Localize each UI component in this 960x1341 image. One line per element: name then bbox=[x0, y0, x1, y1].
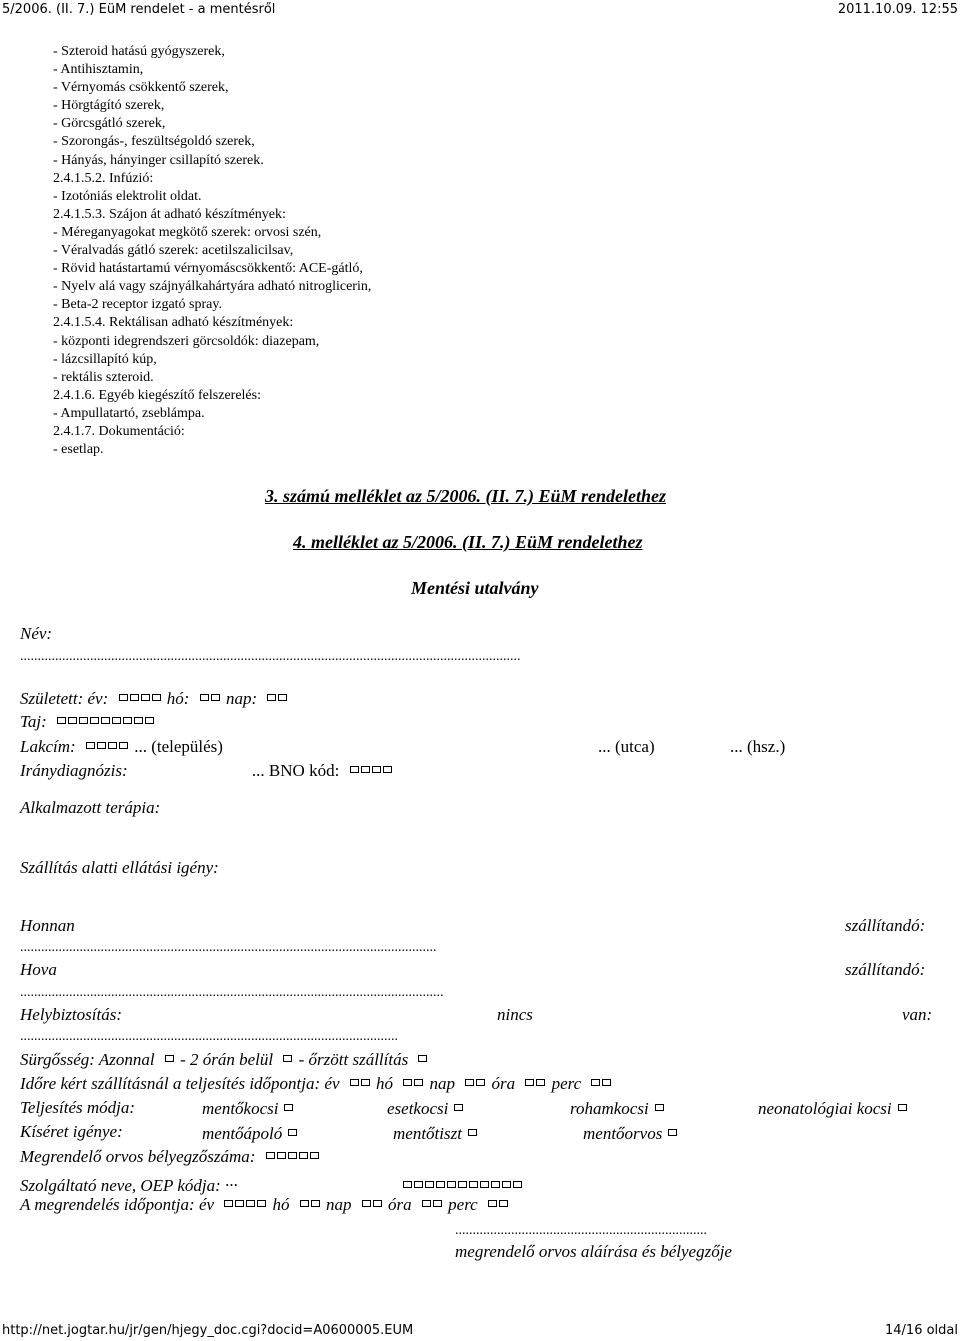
name-dots: ............................................................................................................................................... bbox=[20, 649, 521, 664]
list-item: - rektális szteroid. bbox=[53, 369, 154, 385]
street-field: ... (utca) bbox=[598, 737, 655, 756]
provider-label: Szolgáltató neve, OEP kódja: bbox=[20, 1176, 221, 1195]
birth-label: Született: év: bbox=[20, 689, 109, 708]
order-day-label: nap bbox=[326, 1195, 352, 1214]
order-day-boxes[interactable] bbox=[362, 1195, 384, 1215]
scheduled-month-boxes[interactable] bbox=[403, 1074, 425, 1094]
order-hour-boxes[interactable] bbox=[422, 1195, 444, 1215]
officer-option bbox=[393, 1124, 479, 1144]
officer-box[interactable] bbox=[468, 1124, 479, 1144]
city-field: ... (település) bbox=[134, 737, 223, 756]
bno-label: ... BNO kód: bbox=[251, 761, 340, 780]
provider-dots: ... bbox=[225, 1171, 238, 1190]
officer-label: mentőtiszt bbox=[393, 1124, 462, 1143]
scheduled-month-label: hó bbox=[376, 1074, 393, 1093]
ambulance-box[interactable] bbox=[284, 1099, 295, 1119]
to-dots: ......................................................................................................................... bbox=[20, 985, 444, 1000]
case-car-option bbox=[387, 1099, 465, 1119]
nurse-option bbox=[202, 1124, 299, 1144]
equipment-list bbox=[53, 43, 371, 459]
birth-day-boxes[interactable] bbox=[267, 689, 289, 709]
stamp-number-row bbox=[20, 1147, 321, 1167]
neonatal-car-label: neonatológiai kocsi bbox=[758, 1099, 892, 1118]
provider-row bbox=[20, 1171, 524, 1196]
header-title: 5/2006. (II. 7.) EüM rendelet - a mentésről bbox=[2, 2, 276, 17]
stamp-number-boxes[interactable] bbox=[266, 1147, 321, 1167]
list-item: 2.4.1.5.3. Szájon át adható készítmények: bbox=[53, 206, 286, 222]
placement-dots: ............................................................................................................ bbox=[20, 1029, 398, 1044]
annex3-title: 3. számú melléklet az 5/2006. (II. 7.) EüM rendelethez bbox=[265, 486, 667, 506]
list-item: - Szorongás-, feszültségoldó szerek, bbox=[53, 134, 255, 150]
urgency-2h-box[interactable] bbox=[283, 1050, 294, 1070]
order-time-row bbox=[20, 1195, 510, 1215]
diagnosis-row bbox=[20, 761, 394, 781]
bno-boxes[interactable] bbox=[350, 761, 394, 781]
birth-day-label: nap: bbox=[225, 689, 258, 708]
escort-label: Kíséret igénye: bbox=[20, 1122, 123, 1141]
from-dots: ....................................................................................................................... bbox=[20, 940, 437, 955]
list-item: 2.4.1.5.2. Infúzió: bbox=[53, 170, 154, 186]
list-item: - Ampullatartó, zseblámpa. bbox=[53, 405, 205, 421]
placement-yes: van: bbox=[902, 1005, 933, 1024]
list-item: - Hörgtágító szerek, bbox=[53, 98, 165, 114]
list-item: - Antihisztamin, bbox=[53, 62, 144, 78]
birth-year-boxes[interactable] bbox=[119, 689, 163, 709]
from-label: Honnan bbox=[20, 916, 75, 935]
list-item: - lázcsillapító kúp, bbox=[53, 351, 157, 367]
list-item: - Beta-2 receptor izgató spray. bbox=[53, 297, 222, 313]
taj-row bbox=[20, 712, 156, 732]
footer-page: 14/16 oldal bbox=[885, 1323, 958, 1338]
doctor-option bbox=[583, 1124, 679, 1144]
print-footer bbox=[0, 1321, 960, 1341]
urgency-row bbox=[20, 1050, 429, 1070]
birth-month-boxes[interactable] bbox=[200, 689, 222, 709]
scheduled-minute-boxes[interactable] bbox=[591, 1074, 613, 1094]
order-hour-label: óra bbox=[388, 1195, 412, 1214]
taj-boxes[interactable] bbox=[57, 712, 156, 732]
urgency-immediate-box[interactable] bbox=[165, 1050, 176, 1070]
address-row bbox=[20, 737, 223, 757]
list-item: - Méreganyagokat megkötő szerek: orvosi szén, bbox=[53, 224, 322, 240]
order-month-boxes[interactable] bbox=[300, 1195, 322, 1215]
list-item: - esetlap. bbox=[53, 442, 104, 458]
to-label: Hova bbox=[20, 960, 57, 979]
transport-care-label: Szállítás alatti ellátási igény: bbox=[20, 858, 219, 877]
urgency-label: Sürgősség: Azonnal bbox=[20, 1050, 155, 1069]
fulfillment-label: Teljesítés módja: bbox=[20, 1098, 136, 1117]
list-item: - központi idegrendszeri görcsoldók: diazepam, bbox=[53, 333, 320, 349]
placement-label: Helybiztosítás: bbox=[20, 1005, 122, 1024]
rapid-car-box[interactable] bbox=[655, 1099, 666, 1119]
ambulance-label: mentőkocsi bbox=[202, 1099, 279, 1118]
taj-label: Taj: bbox=[20, 712, 47, 731]
form-title: Mentési utalvány bbox=[411, 578, 539, 598]
list-item: 2.4.1.5.4. Rektálisan adható készítmények: bbox=[53, 315, 294, 331]
scheduled-minute-label: perc bbox=[551, 1074, 582, 1093]
urgency-guarded-box[interactable] bbox=[418, 1050, 429, 1070]
ambulance-option bbox=[202, 1099, 295, 1119]
list-item: - Görcsgátló szerek, bbox=[53, 116, 166, 132]
doctor-label: mentőorvos bbox=[583, 1124, 663, 1143]
nurse-box[interactable] bbox=[288, 1124, 299, 1144]
list-item: - Izotóniás elektrolit oldat. bbox=[53, 188, 202, 204]
scheduled-year-label: Időre kért szállításnál a teljesítés időpontja: év bbox=[20, 1074, 340, 1093]
diagnosis-label: Iránydiagnózis: bbox=[20, 761, 128, 780]
list-item: - Nyelv alá vagy szájnyálkahártyára adható nitroglicerin, bbox=[53, 279, 372, 295]
case-car-box[interactable] bbox=[454, 1099, 465, 1119]
list-item: 2.4.1.6. Egyéb kiegészítő felszerelés: bbox=[53, 387, 261, 403]
scheduled-hour-label: óra bbox=[491, 1074, 516, 1093]
to-transport-label: szállítandó: bbox=[845, 960, 926, 979]
birth-row bbox=[20, 689, 289, 709]
footer-url[interactable]: http://net.jogtar.hu/jr/gen/hjegy_doc.cgi?docid=A0600005.EUM bbox=[2, 1323, 414, 1338]
nurse-label: mentőápoló bbox=[202, 1124, 283, 1143]
annex4-title: 4. melléklet az 5/2006. (II. 7.) EüM rendelethez bbox=[293, 532, 643, 552]
list-item: - Rövid hatástartamú vérnyomáscsökkentő: ACE-gátló, bbox=[53, 261, 363, 277]
list-item: - Vérnyomás csökkentő szerek, bbox=[53, 80, 229, 96]
scheduled-day-label: nap bbox=[429, 1074, 455, 1093]
from-transport-label: szállítandó: bbox=[845, 916, 926, 935]
stamp-number-label: Megrendelő orvos bélyegzőszáma: bbox=[20, 1147, 256, 1166]
name-label: Név: bbox=[20, 624, 53, 643]
print-header bbox=[0, 0, 960, 20]
scheduled-row bbox=[20, 1074, 613, 1094]
neonatal-car-box[interactable] bbox=[898, 1099, 909, 1119]
scheduled-day-boxes[interactable] bbox=[465, 1074, 487, 1094]
list-item: - Véralvadás gátló szerek: acetilszalicilsav, bbox=[53, 243, 294, 259]
header-datetime: 2011.10.09. 12:55 bbox=[837, 2, 958, 17]
rapid-car-option bbox=[570, 1099, 666, 1119]
address-label: Lakcím: bbox=[20, 737, 76, 756]
urgency-guarded-label: - őrzött szállítás bbox=[298, 1050, 409, 1069]
list-item: 2.4.1.7. Dokumentáció: bbox=[53, 423, 185, 439]
scheduled-year-boxes[interactable] bbox=[350, 1074, 372, 1094]
signature-label: megrendelő orvos aláírása és bélyegzője bbox=[455, 1242, 732, 1261]
list-item: - Szteroid hatású gyógyszerek, bbox=[53, 44, 225, 59]
order-year-boxes[interactable] bbox=[224, 1195, 268, 1215]
doctor-box[interactable] bbox=[668, 1124, 679, 1144]
order-minute-label: perc bbox=[448, 1195, 478, 1214]
signature-dots: ........................................................................ bbox=[455, 1223, 707, 1238]
order-minute-boxes[interactable] bbox=[488, 1195, 510, 1215]
case-car-label: esetkocsi bbox=[387, 1099, 449, 1118]
zip-boxes[interactable] bbox=[86, 737, 130, 757]
list-item: - Hányás, hányinger csillapító szerek. bbox=[53, 152, 264, 168]
neonatal-car-option bbox=[758, 1099, 909, 1119]
scheduled-hour-boxes[interactable] bbox=[525, 1074, 547, 1094]
house-number-field: ... (hsz.) bbox=[730, 737, 786, 756]
order-month-label: hó bbox=[272, 1195, 290, 1214]
oep-code-boxes[interactable] bbox=[403, 1176, 524, 1196]
placement-none: nincs bbox=[497, 1005, 533, 1024]
birth-month-label: hó: bbox=[166, 689, 190, 708]
order-year-label: A megrendelés időpontja: év bbox=[20, 1195, 215, 1214]
rapid-car-label: rohamkocsi bbox=[570, 1099, 649, 1118]
therapy-label: Alkalmazott terápia: bbox=[20, 798, 161, 817]
urgency-2h-label: - 2 órán belül bbox=[180, 1050, 274, 1069]
